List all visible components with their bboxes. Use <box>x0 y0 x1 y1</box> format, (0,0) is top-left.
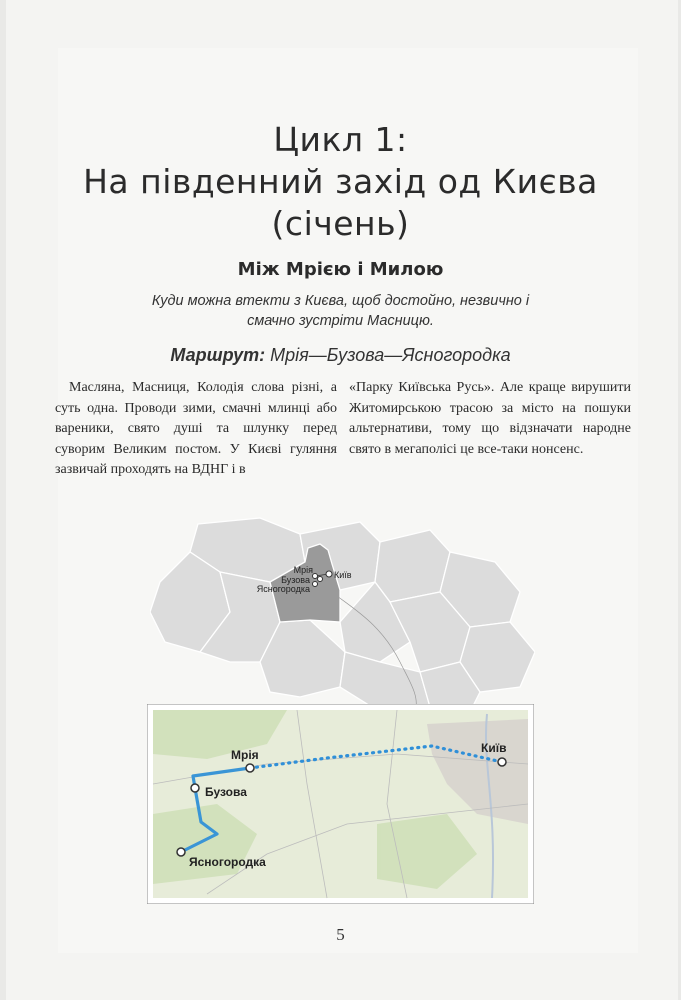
marker-mriia <box>246 764 254 772</box>
overview-marker-kyiv <box>326 571 332 577</box>
page-number: 5 <box>336 925 345 944</box>
chapter-title-line-1: Цикл 1: <box>273 120 408 159</box>
section-tagline: Куди можна втекти з Києва, щоб достойно, незвично і смачно зустріти Масницю. <box>151 293 530 329</box>
overview-region-map <box>150 512 535 712</box>
chapter-title-line-3: (січень) <box>271 204 410 243</box>
overview-label-kyiv: Київ <box>334 570 352 580</box>
overview-label-yasnohorodka: Ясногородка <box>256 584 310 594</box>
body-text-right: «Парку Київська Русь». Але краще вирушити Житомирською трасою за місто на пошуки альтернативи, тому що відзначати народне свято в мегаполісі це все-таки нонсенс. <box>349 380 631 457</box>
section-subtitle: Між Мрією і Милою <box>237 259 444 280</box>
label-yasnohorodka: Ясногородка <box>189 855 266 869</box>
label-buzova: Бузова <box>205 785 247 799</box>
marker-yasnohorodka <box>177 848 185 856</box>
label-mriia: Мрія <box>231 748 259 762</box>
route-value: Мрія—Бузова—Ясногородка <box>265 345 511 365</box>
overview-marker-yasnohorodka <box>313 582 318 587</box>
marker-kyiv <box>498 758 506 766</box>
region-shape <box>375 530 450 602</box>
overview-marker-mriia <box>313 574 318 579</box>
detail-route-map <box>147 704 534 904</box>
route-label: Маршрут: <box>170 345 266 365</box>
overview-label-buzova: Бузова <box>281 575 310 585</box>
route-line <box>0 345 681 366</box>
body-text-left: Масляна, Масниця, Колодія слова різні, а суть одна. Проводи зими, смачні млинці або вареники, свято душі та шлунку перед суворим Великим постом. У Києві гуляння зазвичай проходять на ВДНГ і в <box>55 380 337 477</box>
overview-marker-buzova <box>318 577 323 582</box>
overview-label-mriia: Мрія <box>293 565 313 575</box>
marker-buzova <box>191 784 199 792</box>
label-kyiv: Київ <box>481 741 507 755</box>
chapter-title-line-2: На південний захід од Києва <box>83 162 598 201</box>
